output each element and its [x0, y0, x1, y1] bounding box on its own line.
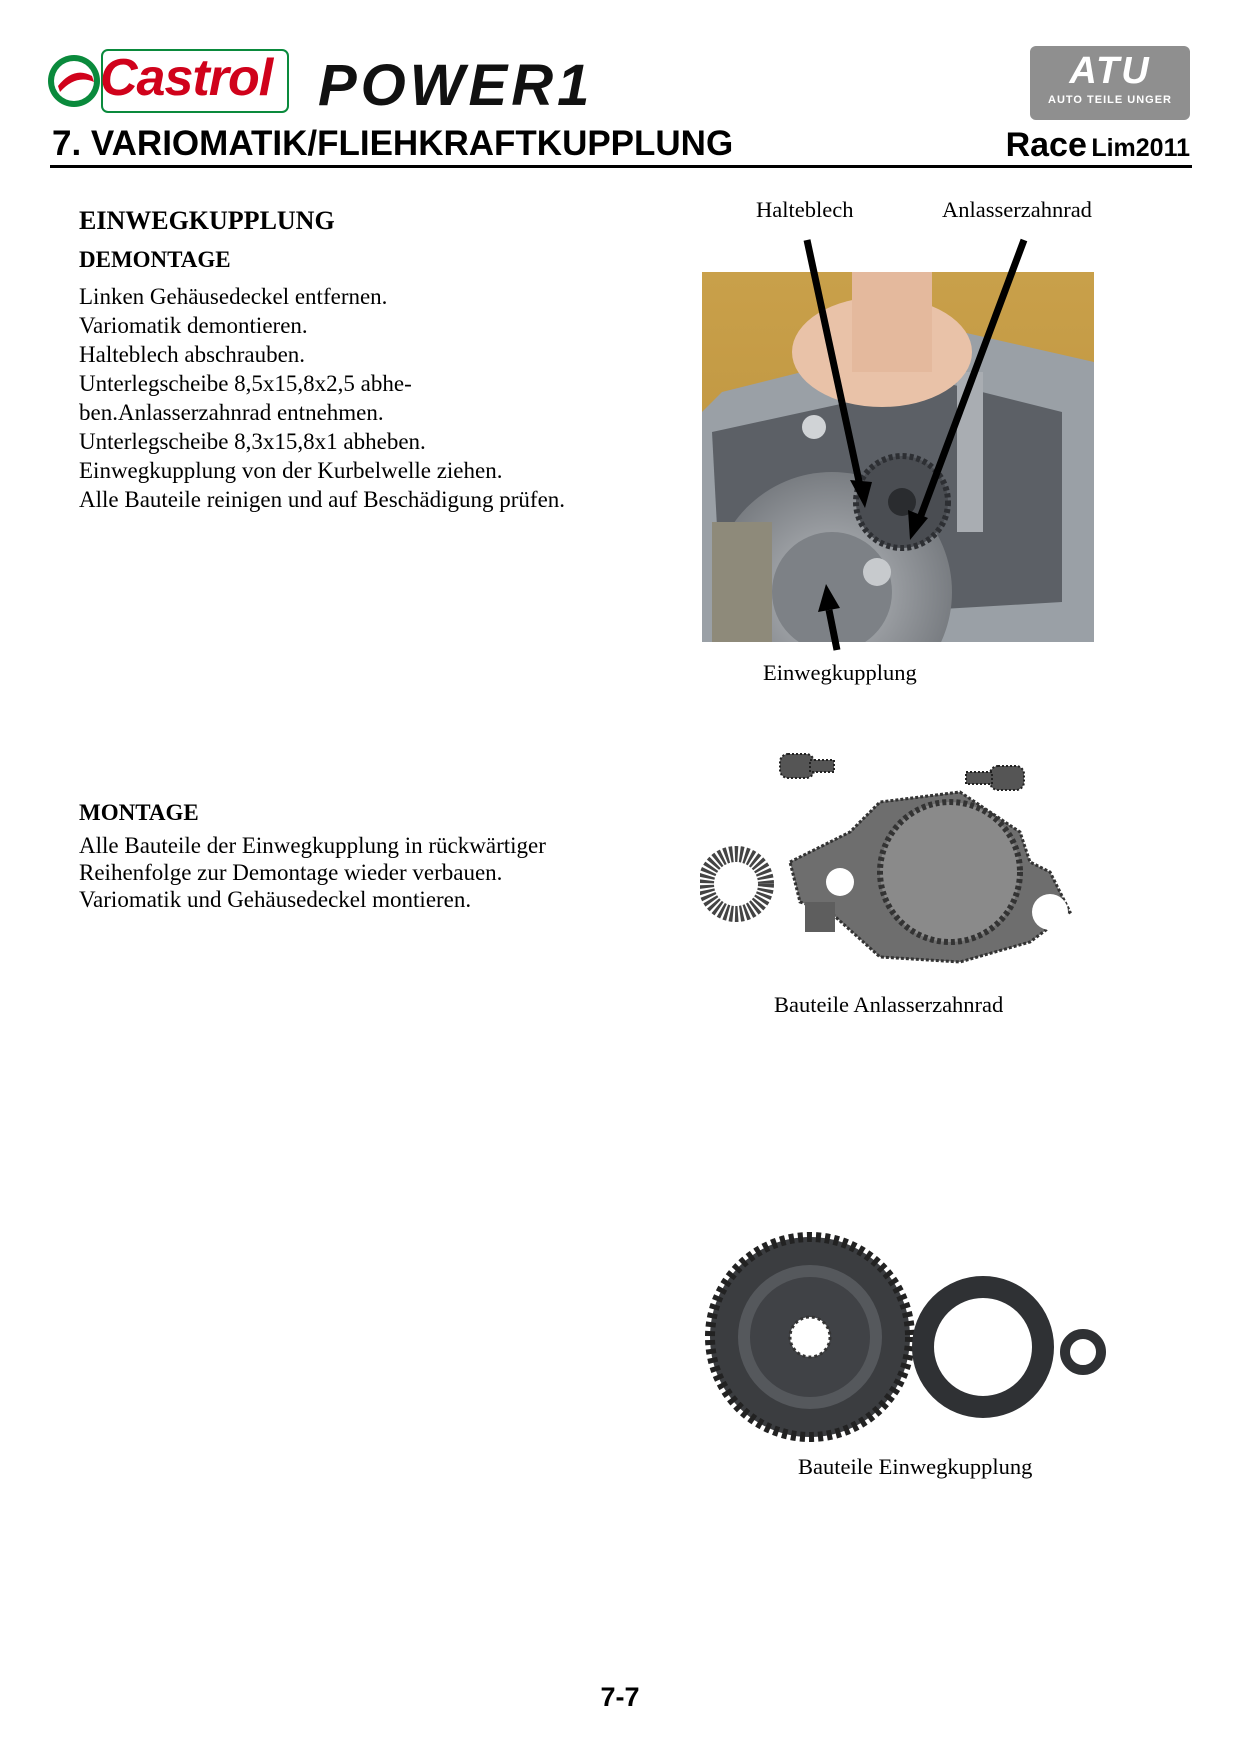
- caption-bauteile-anlasserzahnrad: Bauteile Anlasserzahnrad: [774, 992, 1004, 1017]
- starter-gear-parts-photo: [700, 742, 1100, 972]
- caption-bauteile-einwegkupplung: Bauteile Einwegkupplung: [798, 1454, 1033, 1479]
- arrow-halteblech: [850, 480, 872, 508]
- montage-heading: MONTAGE: [79, 800, 199, 825]
- model-lim: Lim2011: [1091, 134, 1190, 162]
- atu-logo-text: ATU: [1069, 50, 1151, 92]
- demontage-step: Unterlegscheibe 8,5x15,8x2,5 abhe-: [79, 371, 412, 396]
- demontage-heading: DEMONTAGE: [79, 247, 231, 272]
- castrol-logo-text: Castrol: [100, 49, 273, 107]
- demontage-step: Variomatik demontieren.: [79, 313, 308, 338]
- power1-logo: POWER1: [318, 53, 594, 118]
- demontage-step: Linken Gehäusedeckel entfernen.: [79, 284, 388, 309]
- label-halteblech: Halteblech: [756, 197, 854, 222]
- header-rule: [50, 165, 1192, 168]
- model-designation: [1006, 126, 1190, 165]
- section-title: EINWEGKUPPLUNG: [79, 206, 335, 235]
- demontage-step: Alle Bauteile reinigen und auf Beschädigung prüfen.: [79, 487, 566, 512]
- montage-step: Reihenfolge zur Demontage wieder verbauen.: [79, 860, 503, 885]
- montage-steps: [79, 832, 546, 913]
- label-anlasserzahnrad: Anlasserzahnrad: [942, 197, 1092, 222]
- montage-step: Variomatik und Gehäusedeckel montieren.: [79, 887, 472, 912]
- one-way-clutch-parts-photo: [700, 1232, 1120, 1452]
- demontage-step: Unterlegscheibe 8,3x15,8x1 abheben.: [79, 429, 426, 454]
- montage-step: Alle Bauteile der Einwegkupplung in rückwärtiger: [79, 833, 546, 858]
- caption-einwegkupplung: Einwegkupplung: [763, 660, 917, 685]
- chapter-title: 7. VARIOMATIK/FLIEHKRAFTKUPPLUNG: [52, 124, 734, 163]
- demontage-step: ben.Anlasserzahnrad entnehmen.: [79, 400, 384, 425]
- atu-logo-subtitle: AUTO TEILE UNGER: [1048, 94, 1172, 106]
- demontage-step: Halteblech abschrauben.: [79, 342, 306, 367]
- demontage-steps: [79, 282, 565, 514]
- arrow-einwegkupplung: [818, 584, 840, 612]
- photo1-arrows: [702, 200, 1094, 660]
- model-race: Race: [1005, 126, 1087, 164]
- demontage-step: Einwegkupplung von der Kurbelwelle ziehen.: [79, 458, 503, 483]
- page-number: 7-7: [600, 1682, 640, 1712]
